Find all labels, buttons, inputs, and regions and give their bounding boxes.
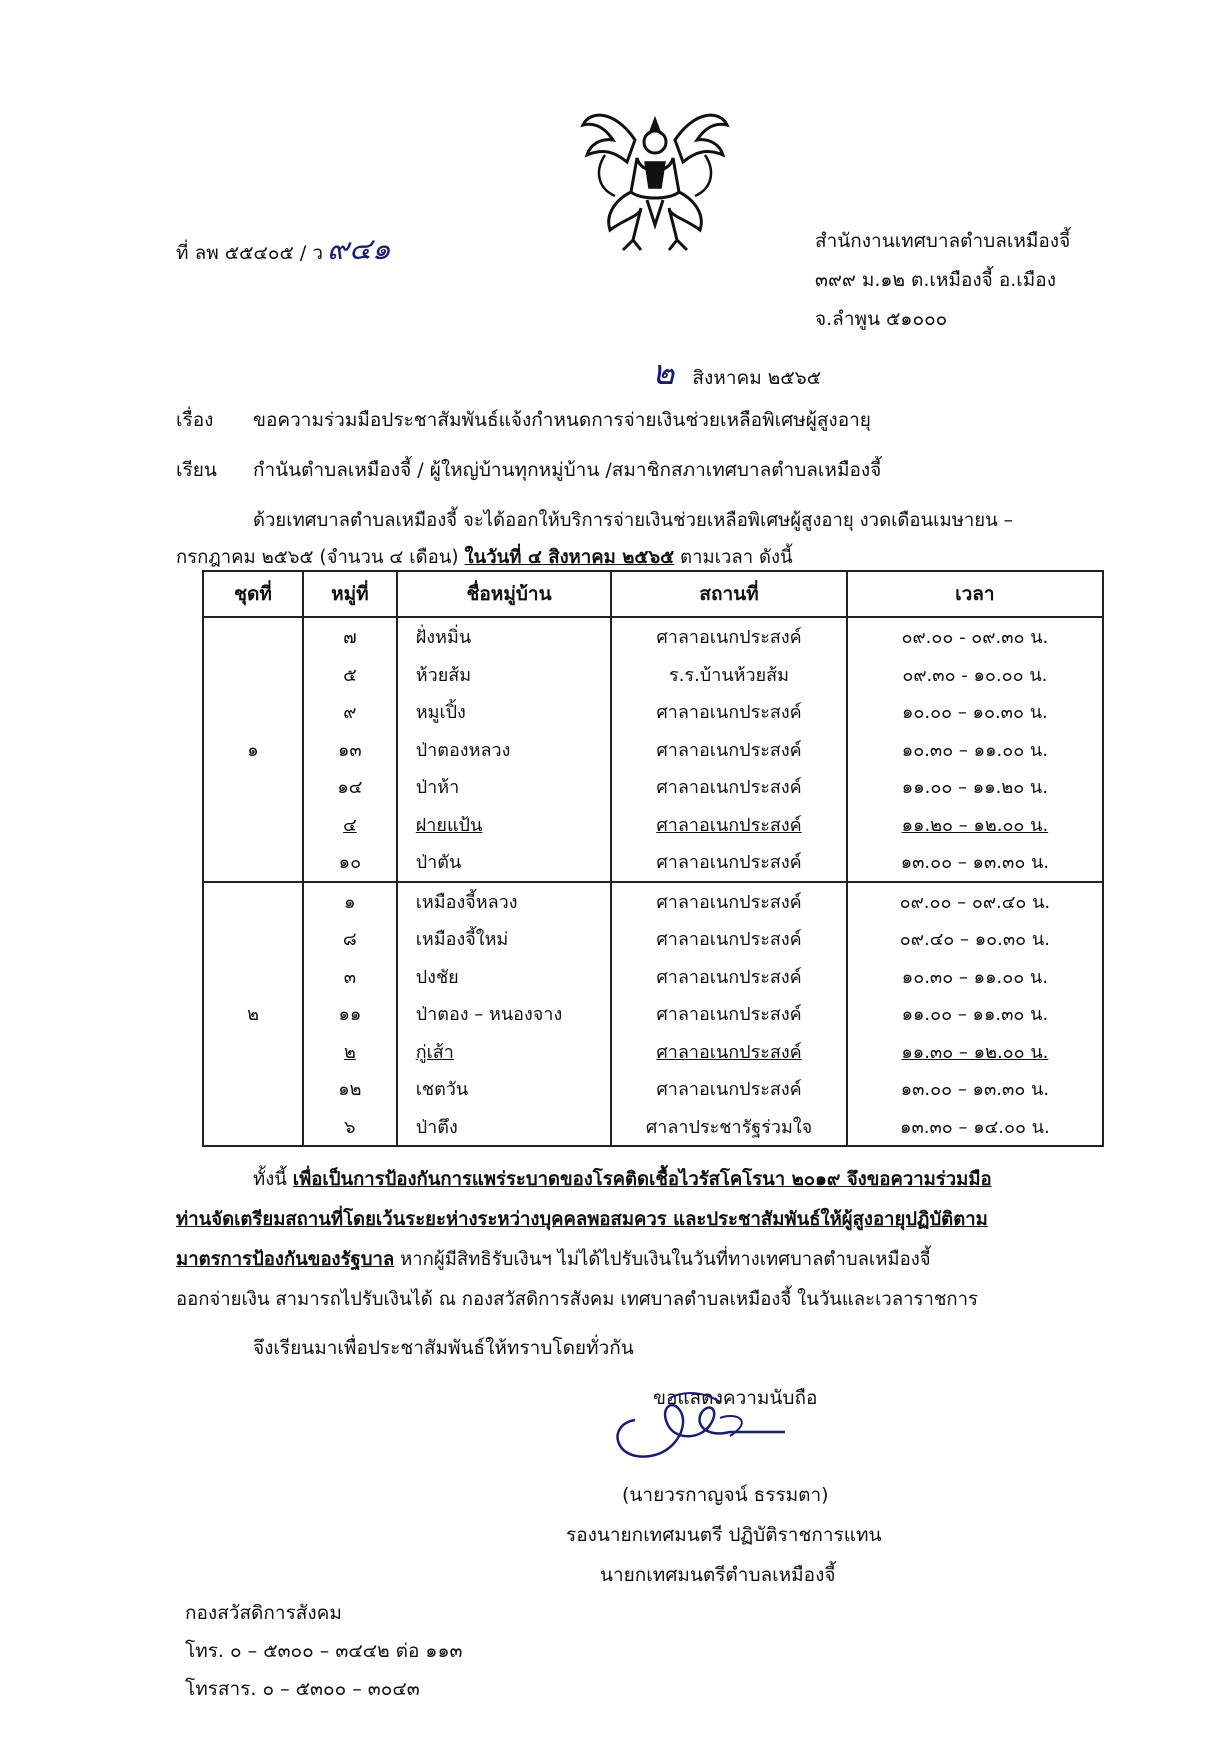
body2-measures: มาตรการป้องกันของรัฐบาล bbox=[176, 1249, 395, 1270]
village-cell: ป่าตัน bbox=[397, 843, 612, 882]
table-row bbox=[203, 768, 1103, 806]
time-cell: ๐๙.๔๐ – ๑๐.๓๐ น. bbox=[847, 920, 1103, 958]
time-cell: ๑๐.๓๐ – ๑๑.๐๐ น. bbox=[847, 731, 1103, 769]
table-row bbox=[203, 1070, 1103, 1108]
moo-cell: ๑ bbox=[303, 882, 397, 921]
place-cell: ศาลาอเนกประสงค์ bbox=[611, 806, 846, 844]
time-cell: ๑๑.๓๐ – ๑๒.๐๐ น. bbox=[847, 1033, 1103, 1071]
header-moo: หมู่ที่ bbox=[303, 571, 397, 617]
place-cell: ศาลาประชารัฐร่วมใจ bbox=[611, 1108, 846, 1147]
table-row bbox=[203, 1108, 1103, 1147]
village-cell: เหมืองจี้หลวง bbox=[397, 882, 612, 921]
moo-cell: ๗ bbox=[303, 617, 397, 656]
body2-lead: ทั้งนี้ bbox=[253, 1169, 293, 1190]
moo-cell: ๕ bbox=[303, 656, 397, 694]
header-time: เวลา bbox=[847, 571, 1103, 617]
body2-line-1 bbox=[253, 1165, 1207, 1194]
time-cell: ๑๑.๐๐ – ๑๑.๒๐ น. bbox=[847, 768, 1103, 806]
reference-number bbox=[176, 226, 391, 273]
closing-regards: ขอแสดงความนับถือ bbox=[653, 1387, 818, 1409]
date-day-handwritten: ๒ bbox=[652, 353, 675, 393]
ref-printed: ที่ ลพ ๕๕๔๐๕ / ว bbox=[176, 242, 324, 264]
time-cell: ๑๐.๓๐ – ๑๑.๐๐ น. bbox=[847, 958, 1103, 996]
ref-handwritten: ๙๔๑ bbox=[327, 232, 391, 267]
body2-rest: หากผู้มีสิทธิรับเงินฯ ไม่ได้ไปรับเงินในวันที่ทางเทศบาลตำบลเหมืองจี้ bbox=[394, 1249, 931, 1270]
village-cell: กู่เส้า bbox=[397, 1033, 612, 1071]
village-cell: หมูเปิ้ง bbox=[397, 693, 612, 731]
village-cell: เชตวัน bbox=[397, 1070, 612, 1108]
place-cell: ศาลาอเนกประสงค์ bbox=[611, 693, 846, 731]
table-row bbox=[203, 656, 1103, 694]
office-name: สำนักงานเทศบาลตำบลเหมืองจี้ bbox=[815, 230, 1071, 252]
time-cell: ๑๑.๐๐ – ๑๑.๓๐ น. bbox=[847, 995, 1103, 1033]
intro-line-1: ด้วยเทศบาลตำบลเหมืองจี้ จะได้ออกให้บริการจ่ายเงินช่วยเหลือพิเศษผู้สูงอายุ งวดเดือนเมษายน – bbox=[253, 510, 1013, 531]
schedule-table bbox=[202, 570, 1104, 1147]
village-cell: ป่าตึง bbox=[397, 1108, 612, 1147]
place-cell: ศาลาอเนกประสงค์ bbox=[611, 958, 846, 996]
moo-cell: ๔ bbox=[303, 806, 397, 844]
village-cell: ป่าห้า bbox=[397, 768, 612, 806]
set-number: ๒ bbox=[203, 882, 303, 1147]
table-row bbox=[203, 617, 1103, 656]
village-cell: ห้วยส้ม bbox=[397, 656, 612, 694]
place-cell: ศาลาอเนกประสงค์ bbox=[611, 882, 846, 921]
table-row bbox=[203, 1033, 1103, 1071]
body2-line-3 bbox=[176, 1245, 1130, 1274]
place-cell: ศาลาอเนกประสงค์ bbox=[611, 843, 846, 882]
subject-label: เรื่อง bbox=[176, 409, 214, 431]
office-address: ๓๙๙ ม.๑๒ ต.เหมืองจี้ อ.เมือง bbox=[815, 269, 1056, 291]
place-cell: ร.ร.บ้านห้วยส้ม bbox=[611, 656, 846, 694]
office-province: จ.ลำพูน ๕๑๐๐๐ bbox=[815, 308, 948, 330]
moo-cell: ๘ bbox=[303, 920, 397, 958]
body2-line-4: ออกจ่ายเงิน สามารถไปรับเงินได้ ณ กองสวัสดิการสังคม เทศบาลตำบลเหมืองจี้ ในวันและเวลาราชการ bbox=[176, 1289, 978, 1310]
place-cell: ศาลาอเนกประสงค์ bbox=[611, 1033, 846, 1071]
header-set: ชุดที่ bbox=[203, 571, 303, 617]
signer-name: (นายวรกาญจน์ ธรรมตา) bbox=[622, 1484, 829, 1506]
intro-period: กรกฎาคม ๒๕๖๕ (จำนวน ๔ เดือน) bbox=[176, 547, 465, 568]
time-cell: ๐๙.๐๐ – ๐๙.๔๐ น. bbox=[847, 882, 1103, 921]
time-cell: ๐๙.๐๐ - ๐๙.๓๐ น. bbox=[847, 617, 1103, 656]
time-cell: ๐๙.๓๐ - ๑๐.๐๐ น. bbox=[847, 656, 1103, 694]
place-cell: ศาลาอเนกประสงค์ bbox=[611, 768, 846, 806]
village-cell: เหมืองจี้ใหม่ bbox=[397, 920, 612, 958]
closing-request: จึงเรียนมาเพื่อประชาสัมพันธ์ให้ทราบโดยทั่วกัน bbox=[253, 1337, 634, 1359]
subject-text: ขอความร่วมมือประชาสัมพันธ์แจ้งกำหนดการจ่ายเงินช่วยเหลือพิเศษผู้สูงอายุ bbox=[253, 409, 871, 431]
moo-cell: ๑๓ bbox=[303, 731, 397, 769]
signer-title-1: รองนายกเทศมนตรี ปฏิบัติราชการแทน bbox=[566, 1524, 882, 1546]
time-cell: ๑๓.๐๐ – ๑๓.๓๐ น. bbox=[847, 843, 1103, 882]
time-cell: ๑๐.๐๐ – ๑๐.๓๐ น. bbox=[847, 693, 1103, 731]
moo-cell: ๒ bbox=[303, 1033, 397, 1071]
recipient-text: กำนันตำบลเหมืองจี้ / ผู้ใหญ่บ้านทุกหมู่บ้าน /สมาชิกสภาเทศบาลตำบลเหมืองจี้ bbox=[253, 459, 882, 481]
contact-department: กองสวัสดิการสังคม bbox=[185, 1602, 342, 1624]
moo-cell: ๓ bbox=[303, 958, 397, 996]
intro-line-2 bbox=[176, 543, 1130, 572]
village-cell: ปงชัย bbox=[397, 958, 612, 996]
table-row bbox=[203, 806, 1103, 844]
intro-suffix: ตามเวลา ดังนี้ bbox=[674, 547, 793, 568]
moo-cell: ๑๑ bbox=[303, 995, 397, 1033]
table-row bbox=[203, 882, 1103, 921]
set-number: ๑ bbox=[203, 617, 303, 882]
village-cell: ฝายแป้น bbox=[397, 806, 612, 844]
table-row bbox=[203, 731, 1103, 769]
contact-fax: โทรสาร. ๐ – ๕๓๐๐ – ๓๐๔๓ bbox=[185, 1678, 420, 1700]
time-cell: ๑๓.๓๐ – ๑๔.๐๐ น. bbox=[847, 1108, 1103, 1147]
place-cell: ศาลาอเนกประสงค์ bbox=[611, 1070, 846, 1108]
letter-date bbox=[652, 345, 821, 399]
intro-payment-date: ในวันที่ ๔ สิงหาคม ๒๕๖๕ bbox=[464, 547, 675, 568]
recipient-label: เรียน bbox=[176, 459, 217, 481]
moo-cell: ๖ bbox=[303, 1108, 397, 1147]
table-row bbox=[203, 958, 1103, 996]
time-cell: ๑๑.๒๐ – ๑๒.๐๐ น. bbox=[847, 806, 1103, 844]
moo-cell: ๙ bbox=[303, 693, 397, 731]
table-row bbox=[203, 920, 1103, 958]
garuda-emblem bbox=[575, 100, 735, 270]
body2-line-2: ท่านจัดเตรียมสถานที่โดยเว้นระยะห่างระหว่างบุคคลพอสมควร และประชาสัมพันธ์ให้ผู้สูงอายุปฏิบัติตาม bbox=[176, 1209, 988, 1230]
date-month-year: สิงหาคม ๒๕๖๕ bbox=[692, 367, 822, 389]
table-row bbox=[203, 693, 1103, 731]
place-cell: ศาลาอเนกประสงค์ bbox=[611, 731, 846, 769]
header-village-name: ชื่อหมู่บ้าน bbox=[397, 571, 612, 617]
body2-covid-text: เพื่อเป็นการป้องกันการแพร่ระบาดของโรคติดเชื้อไวรัสโคโรนา ๒๐๑๙ จึงขอความร่วมมือ bbox=[292, 1169, 992, 1190]
village-cell: ป่าตอง – หนองจาง bbox=[397, 995, 612, 1033]
contact-tel: โทร. ๐ – ๕๓๐๐ – ๓๔๔๒ ต่อ ๑๑๓ bbox=[185, 1640, 463, 1662]
village-cell: ป่าตองหลวง bbox=[397, 731, 612, 769]
table-row bbox=[203, 843, 1103, 882]
place-cell: ศาลาอเนกประสงค์ bbox=[611, 920, 846, 958]
table-header-row bbox=[203, 571, 1103, 617]
moo-cell: ๑๒ bbox=[303, 1070, 397, 1108]
moo-cell: ๑๔ bbox=[303, 768, 397, 806]
place-cell: ศาลาอเนกประสงค์ bbox=[611, 617, 846, 656]
moo-cell: ๑๐ bbox=[303, 843, 397, 882]
village-cell: ฝั่งหมิ่น bbox=[397, 617, 612, 656]
place-cell: ศาลาอเนกประสงค์ bbox=[611, 995, 846, 1033]
signature bbox=[610, 1380, 800, 1470]
signer-title-2: นายกเทศมนตรีตำบลเหมืองจี้ bbox=[600, 1564, 836, 1586]
header-place: สถานที่ bbox=[611, 571, 846, 617]
table-row bbox=[203, 995, 1103, 1033]
time-cell: ๑๓.๐๐ – ๑๓.๓๐ น. bbox=[847, 1070, 1103, 1108]
